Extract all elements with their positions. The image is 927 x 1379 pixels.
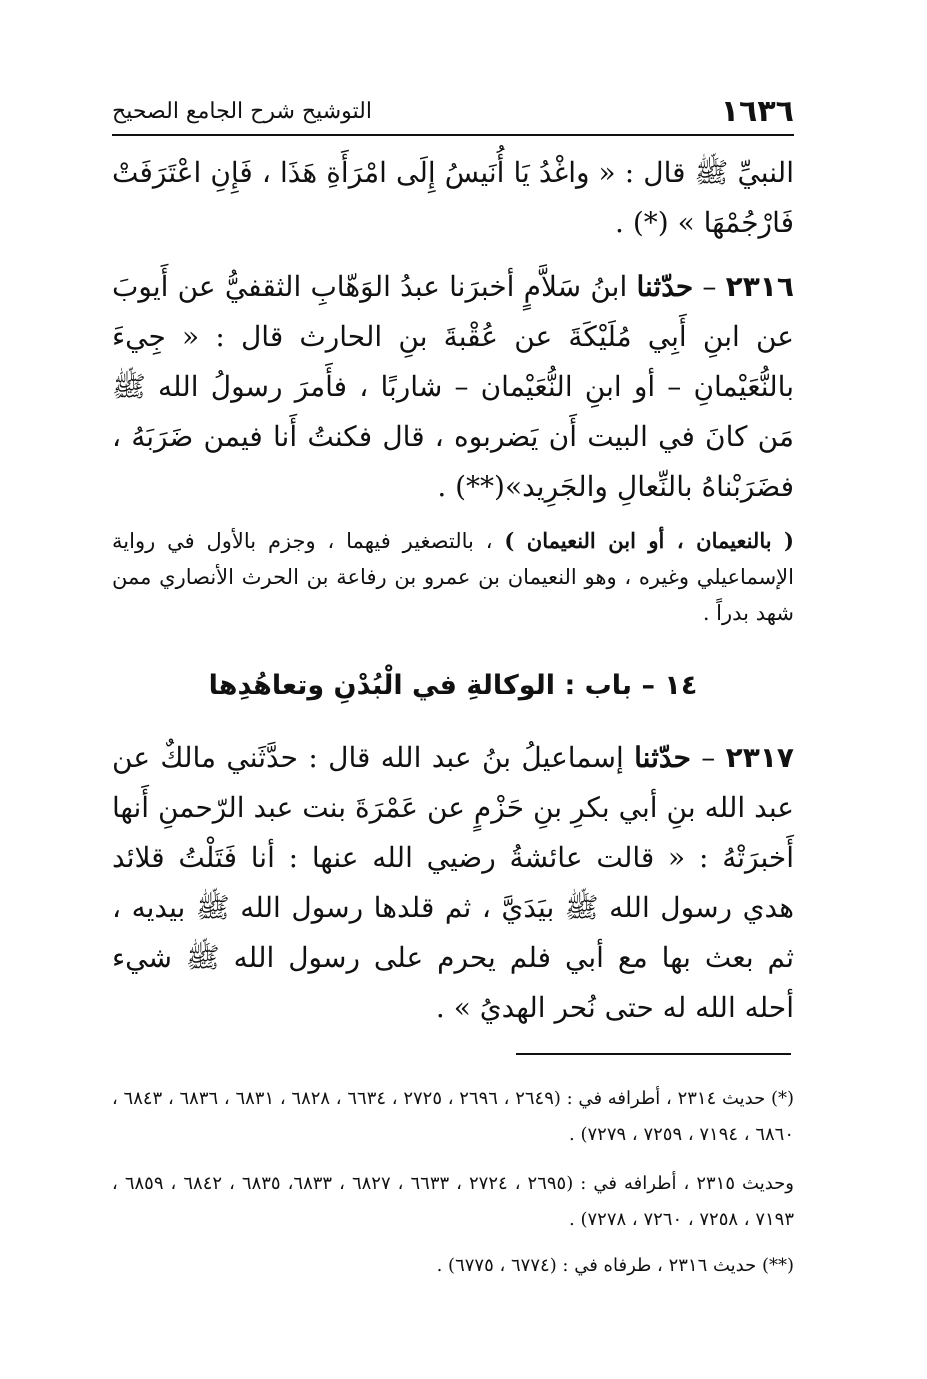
hadith-text: إسماعيلُ بنُ عبد الله قال : حدَّثَني مالكٌ عن عبد الله بنِ أبي بكرِ بنِ حَزْمٍ عن عَمْرَةَ بنت عبد الرّحمنِ أَنها أَخبرَتْهُ : « قالت عائشةُ رضيي الله عنها : أنا فَتَلْتُ قلائد هدي رسول الله ﷺ بيَدَيَّ ، ثم قلدها رسول الله ﷺ بيديه ، ثم بعث بها مع أبي فلم يحرم على رسول الله ﷺ شيء أحله الله له حتى نُحر الهديُ » . xyxy=(112,741,794,1024)
page-header xyxy=(112,94,794,130)
footnote-3: (**) حديث ٢٣١٦ ، طرفاه في : (٦٧٧٤ ، ٦٧٧٥) . xyxy=(436,1255,794,1276)
hadith-number: ٢٣١٦ xyxy=(725,270,794,303)
hadith-2315-continuation xyxy=(112,148,794,248)
hadith-opener: حدّثنا xyxy=(636,270,694,303)
footnote-2: وحديث ٢٣١٥ ، أطرافه في : (٢٦٩٥ ، ٢٧٢٤ ، ٦٦٣٣ ، ٦٨٢٧ ، ٦٨٣٣، ٦٨٣٥ ، ٦٨٤٢ ، ٦٨٥٩ ، ٧١٩٣ ، ٧٢٥٨ ، ٧٢٦٠ ، ٧٢٧٨) . xyxy=(112,1173,794,1230)
chapter-heading: ١٤ – باب : الوكالةِ في الْبُدْنِ وتعاهُدِها xyxy=(208,670,698,701)
commentary-term: ( بالنعيمان ، أو ابن النعيمان ) xyxy=(504,528,794,553)
commentary-text: ، بالتصغير فيهما ، وجزم بالأول في رواية الإسماعيلي وغيره ، وهو النعيمان بن عمرو بن رفاعة بن الحرث الأنصاري ممن شهد بدراً . xyxy=(112,529,794,625)
page-number: ١٦٣٦ xyxy=(720,94,794,129)
header-rule xyxy=(112,134,794,136)
hadith-2315-text: النبيِّ ﷺ قال : « واغْدُ يَا أُنَيسُ إِلَى امْرَأَةِ هَذَا ، فَإِنِ اعْتَرَفَتْ فَارْجُمْهَا » (*) . xyxy=(112,156,794,239)
running-title: التوشيح شرح الجامع الصحيح xyxy=(112,99,372,124)
footnote-1: (*) حديث ٢٣١٤ ، أطرافه في : (٢٦٤٩ ، ٢٦٩٦ ، ٢٧٢٥ ، ٦٦٣٤ ، ٦٨٢٨ ، ٦٨٣١ ، ٦٨٣٦ ، ٦٨٤٣ ، ٦٨٦٠ ، ٧١٩٤ ، ٧٢٥٩ ، ٧٢٧٩) . xyxy=(112,1088,794,1145)
commentary xyxy=(112,523,794,631)
hadith-number: ٢٣١٧ xyxy=(725,741,795,774)
hadith-2317: ٢٣١٧ – حدّثنا إسماعيلُ بنُ عبد الله قال : حدَّثَني مالكٌ عن عبد الله بنِ أبي بكرِ بنِ حَزْمٍ عن عَمْرَةَ بنت عبد الرّحمنِ أَنها أَخبرَتْهُ : « قالت عائشةُ رضيي الله عنها : أنا فَتَلْتُ قلائد هدي رسول الله ﷺ بيَدَيَّ ، ثم قلدها رسول الله ﷺ بيديه ، ثم بعث بها مع أبي فلم يحرم على رسول الله ﷺ شيء أحله الله له حتى نُحر الهديُ » . xyxy=(112,741,795,1024)
hadith-text: ابنُ سَلاَّمٍ أخبرَنا عبدُ الوَهّابِ الثقفيُّ عن أَيوبَ عن ابنِ أَبِي مُلَيْكَةَ عن عُقْبةَ بنِ الحارث قال : « جِيءَ بالنُّعَيْمانِ – أو ابنِ النُّعَيْمان – شاربًا ، فأَمرَ رسولُ الله ﷺ مَن كانَ في البيت أَن يَضربوه ، قال فكنتُ أَنا فيمن ضَرَبَهُ ، فضَرَبْناهُ بالنِّعالِ والجَرِيد»(**) . xyxy=(112,270,794,503)
hadith-opener: حدّثنا xyxy=(634,741,691,774)
hadith-2316: ٢٣١٦ – حدّثنا ابنُ سَلاَّمٍ أخبرَنا عبدُ الوَهّابِ الثقفيُّ عن أَيوبَ عن ابنِ أَبِي مُلَيْكَةَ عن عُقْبةَ بنِ الحارث قال : « جِيءَ بالنُّعَيْمانِ – أو ابنِ النُّعَيْمان – شاربًا ، فأَمرَ رسولُ الله ﷺ مَن كانَ في البيت أَن يَضربوه ، قال فكنتُ أَنا فيمن ضَرَبَهُ ، فضَرَبْناهُ بالنِّعالِ والجَرِيد»(**) . xyxy=(112,270,794,503)
footnote-rule xyxy=(516,1053,791,1055)
